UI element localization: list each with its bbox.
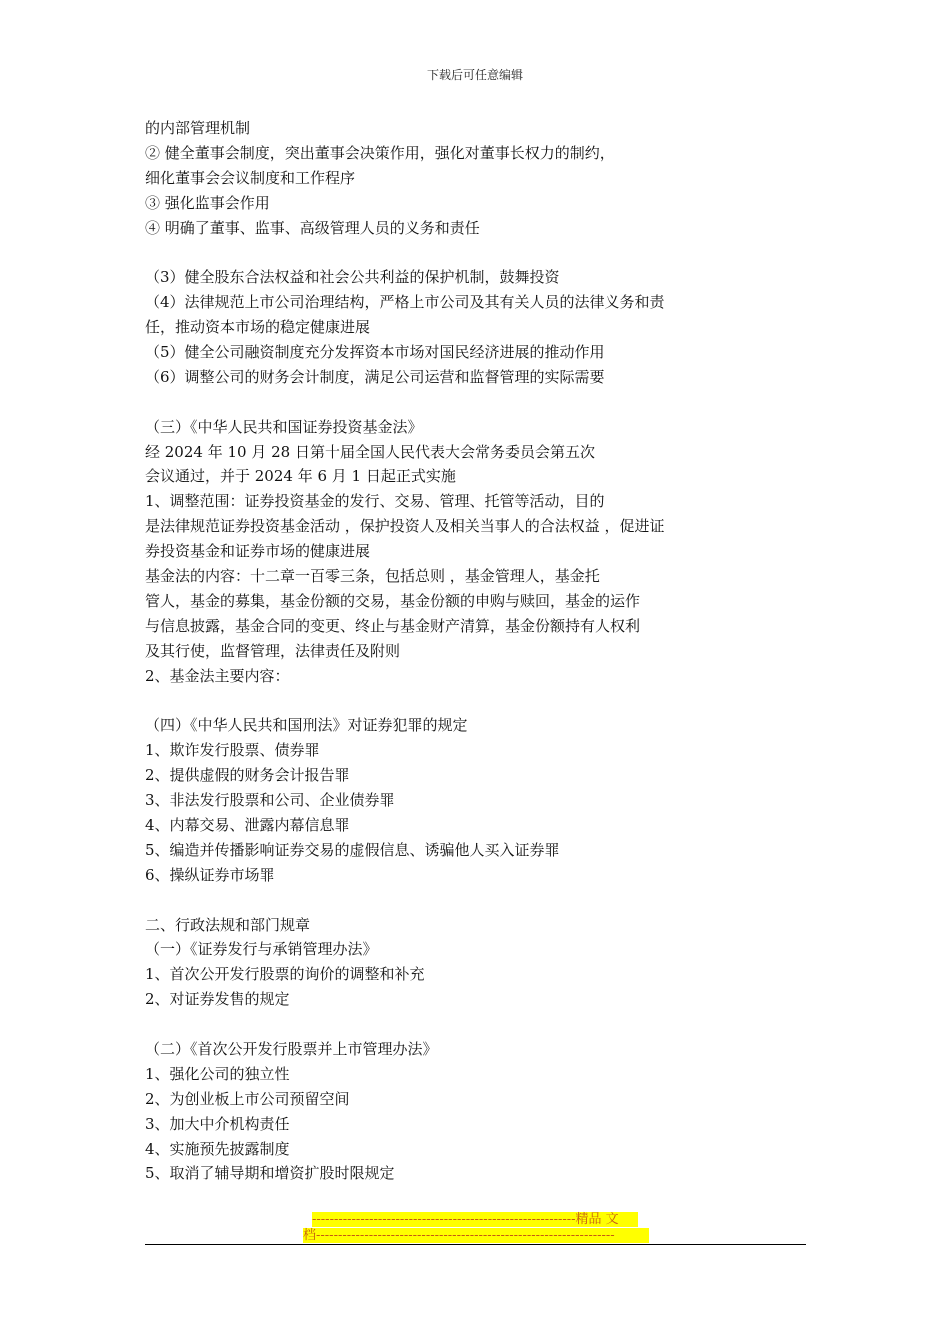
text-line: 券投资基金和证券市场的健康进展 [145, 542, 371, 561]
text-line: 的内部管理机制 [145, 119, 251, 137]
document-body [145, 116, 745, 1186]
blank-line [145, 1012, 745, 1037]
text-line: （5）健全公司融资制度充分发挥资本市场对国民经济进展的推动作用 [145, 343, 605, 362]
text-line: （3）健全股东合法权益和社会公共利益的保护机制，鼓舞投资 [145, 268, 560, 287]
text-line: ③ 强化监事会作用 [145, 193, 270, 212]
blank-line [145, 240, 745, 265]
text-line: 与信息披露，基金合同的变更、终止与基金财产清算，基金份额持有人权利 [145, 616, 641, 635]
text-line: （二）《首次公开发行股票并上市管理办法》 [145, 1039, 438, 1058]
page-header: 下载后可任意编辑 [426, 68, 523, 82]
text-line: 4、实施预先披露制度 [145, 1139, 290, 1158]
text-line: 是法律规范证券投资基金活动 ，保护投资人及相关当事人的合法权益 ，促进证 [145, 517, 665, 536]
footer-highlight-line-1: ------------------------------------------------------------精品 文 [312, 1212, 638, 1227]
text-line: 5、编造并传播影响证券交易的虚假信息、诱骗他人买入证券罪 [145, 840, 560, 859]
footer-highlight-line-2: 档-------------------------------------------------------------------- [303, 1228, 649, 1243]
text-line: 1、强化公司的独立性 [145, 1064, 290, 1083]
text-line: 二、行政法规和部门规章 [145, 915, 311, 934]
text-line: 1、欺诈发行股票、债券罪 [145, 741, 320, 760]
text-line: 3、加大中介机构责任 [145, 1114, 290, 1133]
text-line: 细化董事会会议制度和工作程序 [145, 168, 356, 187]
text-line: 4、内幕交易、泄露内幕信息罪 [145, 815, 350, 834]
text-line: 1、首次公开发行股票的询价的调整和补充 [145, 965, 425, 984]
text-line: （四）《中华人民共和国刑法》对证券犯罪的规定 [145, 716, 468, 735]
blank-line [145, 888, 745, 913]
text-line: 管人，基金的募集，基金份额的交易，基金份额的申购与赎回，基金的运作 [145, 591, 641, 610]
text-line: 2、对证券发售的规定 [145, 990, 290, 1009]
text-line: 2、为创业板上市公司预留空间 [145, 1089, 350, 1108]
text-line: 1、调整范围：证券投资基金的发行、交易、管理、托管等活动，目的 [145, 492, 605, 511]
text-line: （三）《中华人民共和国证券投资基金法》 [145, 417, 423, 436]
text-line: 2、基金法主要内容： [145, 666, 290, 685]
text-line: 基金法的内容：十二章一百零三条，包括总则 ，基金管理人，基金托 [145, 567, 600, 586]
text-line: 2、提供虚假的财务会计报告罪 [145, 766, 350, 785]
blank-line [145, 390, 745, 415]
text-line: （一）《证券发行与承销管理办法》 [145, 940, 378, 959]
text-line: 会议通过，并于 2024 年 6 月 1 日起正式实施 [145, 467, 456, 486]
footer-rule [145, 1244, 806, 1245]
text-line: 任，推动资本市场的稳定健康进展 [145, 318, 371, 337]
text-line: 6、操纵证券市场罪 [145, 865, 275, 884]
text-line: 5、取消了辅导期和增资扩股时限规定 [145, 1164, 395, 1183]
text-line: （4）法律规范上市公司治理结构，严格上市公司及其有关人员的法律义务和责 [145, 293, 665, 312]
blank-line [145, 688, 745, 713]
text-line: ② 健全董事会制度，突出董事会决策作用，强化对董事长权力的制约， [145, 143, 615, 162]
text-line: （6）调整公司的财务会计制度，满足公司运营和监督管理的实际需要 [145, 367, 605, 386]
text-line: 及其行使，监督管理，法律责任及附则 [145, 641, 401, 660]
text-line: ④ 明确了董事、监事、高级管理人员的义务和责任 [145, 218, 480, 237]
text-line: 3、非法发行股票和公司、企业债券罪 [145, 791, 395, 810]
text-line: 经 2024 年 10 月 28 日第十届全国人民代表大会常务委员会第五次 [145, 442, 595, 461]
